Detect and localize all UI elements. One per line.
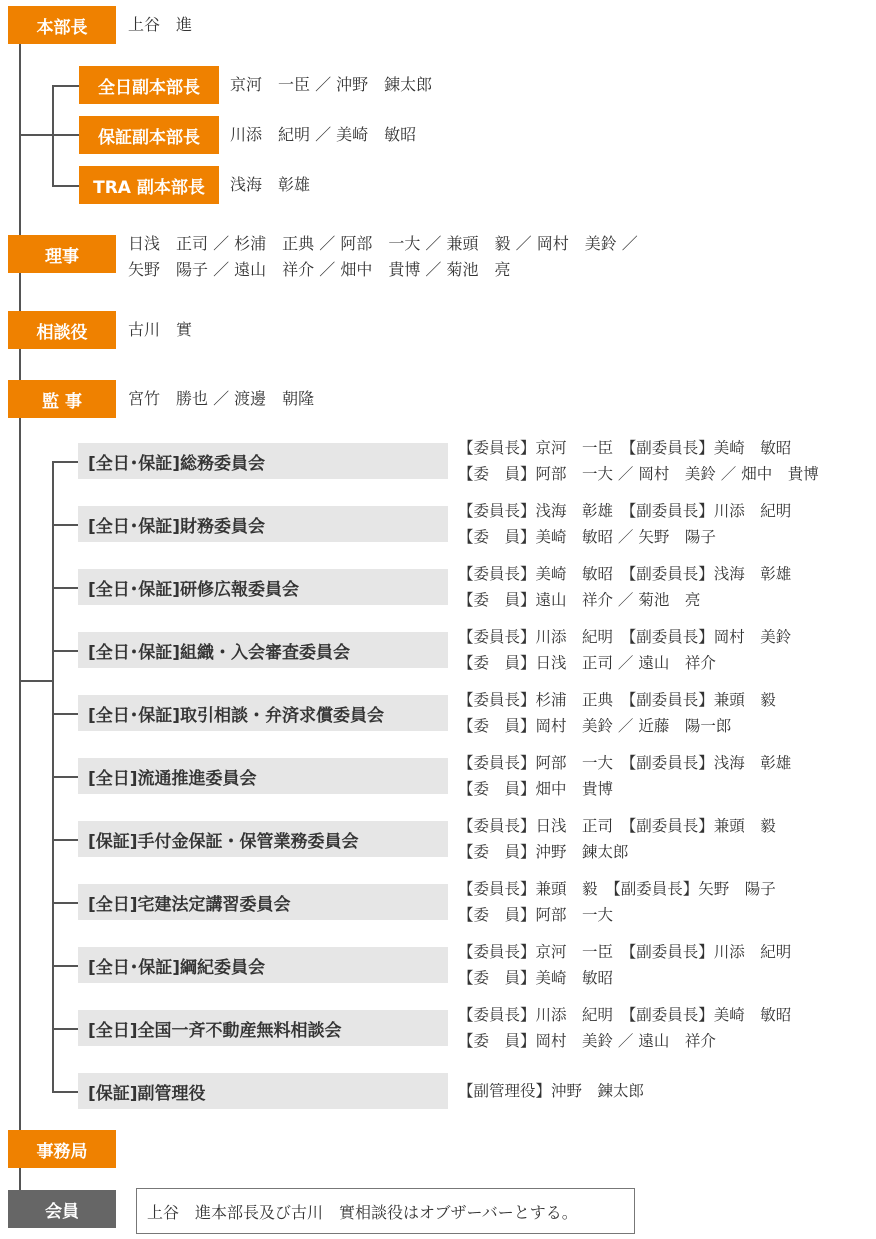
advisor-name: 古川 實 bbox=[128, 320, 193, 339]
committee-name-zaimu: [全日･保証]財務委員会 bbox=[78, 506, 448, 542]
committee-members: 【委 員】日浅 正司 ／ 遠山 祥介 bbox=[458, 654, 716, 672]
committee-members: 【委 員】岡村 美鈴 ／ 遠山 祥介 bbox=[458, 1032, 716, 1050]
vice-label-hosho: 保証副本部長 bbox=[79, 116, 219, 154]
committee-chair: 【委員長】川添 紀明 【副委員長】岡村 美鈴 bbox=[458, 628, 792, 646]
committee-chair: 【委員長】杉浦 正典 【副委員長】兼頭 毅 bbox=[458, 691, 776, 709]
committee-details-tetsuke bbox=[458, 813, 776, 865]
committee-connector-3 bbox=[52, 587, 78, 589]
committee-name-kouki: [全日･保証]綱紀委員会 bbox=[78, 947, 448, 983]
main-trunk-line bbox=[19, 44, 21, 1190]
committee-connector-10 bbox=[52, 1028, 78, 1030]
secretariat-label: 事務局 bbox=[8, 1130, 116, 1168]
committee-members: 【委 員】沖野 錬太郎 bbox=[458, 843, 629, 861]
committee-chair: 【委員長】阿部 一大 【副委員長】浅海 彰雄 bbox=[458, 754, 792, 772]
committee-connector-1 bbox=[52, 461, 78, 463]
auditor-names: 宮竹 勝也 ／ 渡邊 朝隆 bbox=[128, 389, 315, 408]
committee-connector-2 bbox=[52, 524, 78, 526]
committee-members: 【委 員】岡村 美鈴 ／ 近藤 陽一郎 bbox=[458, 717, 732, 735]
committee-chair: 【委員長】京河 一臣 【副委員長】美崎 敏昭 bbox=[458, 439, 792, 457]
committee-details-soumu bbox=[458, 435, 819, 487]
committee-members: 【委 員】畑中 貴博 bbox=[458, 780, 614, 798]
committee-name-ryutsu: [全日]流通推進委員会 bbox=[78, 758, 448, 794]
directors-line-2: 矢野 陽子 ／ 遠山 祥介 ／ 畑中 貴博 ／ 菊池 亮 bbox=[128, 260, 511, 279]
members-label: 会員 bbox=[8, 1190, 116, 1228]
committee-name-takken: [全日]宅建法定講習委員会 bbox=[78, 884, 448, 920]
committee-name-soshiki: [全日･保証]組織・入会審査委員会 bbox=[78, 632, 448, 668]
vice-label-tra: TRA 副本部長 bbox=[79, 166, 219, 204]
advisor-label: 相談役 bbox=[8, 311, 116, 349]
committee-details-fuku-kanriyaku bbox=[458, 1078, 644, 1104]
committee-details-takken bbox=[458, 876, 776, 928]
committee-members: 【委 員】阿部 一大 ／ 岡村 美鈴 ／ 畑中 貴博 bbox=[458, 465, 819, 483]
committee-name-soumu: [全日･保証]総務委員会 bbox=[78, 443, 448, 479]
vice-names-hosho: 川添 紀明 ／ 美崎 敏昭 bbox=[230, 125, 417, 144]
committee-name-kenshu: [全日･保証]研修広報委員会 bbox=[78, 569, 448, 605]
committee-connector-8 bbox=[52, 902, 78, 904]
committee-members: 【委 員】美崎 敏昭 bbox=[458, 969, 614, 987]
committee-members: 【委 員】美崎 敏昭 ／ 矢野 陽子 bbox=[458, 528, 716, 546]
committee-details-soshiki bbox=[458, 624, 791, 676]
vice-connector-3 bbox=[52, 185, 79, 187]
committee-chair: 【委員長】川添 紀明 【副委員長】美崎 敏昭 bbox=[458, 1006, 792, 1024]
observer-note: 上谷 進本部長及び古川 實相談役はオブザーバーとする。 bbox=[136, 1188, 635, 1234]
committee-chair: 【委員長】兼頭 毅 【副委員長】矢野 陽子 bbox=[458, 880, 776, 898]
committee-name-tetsuke: [保証]手付金保証・保管業務委員会 bbox=[78, 821, 448, 857]
committee-name-fuku-kanriyaku: [保証]副管理役 bbox=[78, 1073, 448, 1109]
committee-connector-6 bbox=[52, 776, 78, 778]
committee-connector-7 bbox=[52, 839, 78, 841]
vice-names-zennichi: 京河 一臣 ／ 沖野 錬太郎 bbox=[230, 75, 433, 94]
directors-label: 理事 bbox=[8, 235, 116, 273]
committee-chair: 【副管理役】沖野 錬太郎 bbox=[458, 1082, 645, 1100]
vice-branch-line bbox=[19, 134, 52, 136]
committee-connector-4 bbox=[52, 650, 78, 652]
committee-chair: 【委員長】京河 一臣 【副委員長】川添 紀明 bbox=[458, 943, 792, 961]
committee-members: 【委 員】阿部 一大 bbox=[458, 906, 614, 924]
committee-details-zaimu bbox=[458, 498, 791, 550]
committee-details-kenshu bbox=[458, 561, 791, 613]
committee-details-muryo-soudan bbox=[458, 1002, 791, 1054]
committee-details-ryutsu bbox=[458, 750, 791, 802]
committee-members: 【委 員】遠山 祥介 ／ 菊池 亮 bbox=[458, 591, 701, 609]
vice-connector-1 bbox=[52, 85, 79, 87]
directors-line-1: 日浅 正司 ／ 杉浦 正典 ／ 阿部 一大 ／ 兼頭 毅 ／ 岡村 美鈴 ／ bbox=[128, 234, 638, 253]
committee-name-muryo-soudan: [全日]全国一斉不動産無料相談会 bbox=[78, 1010, 448, 1046]
committee-chair: 【委員長】美崎 敏昭 【副委員長】浅海 彰雄 bbox=[458, 565, 792, 583]
committee-connector-5 bbox=[52, 713, 78, 715]
vice-connector-2 bbox=[52, 134, 79, 136]
committee-name-torihiki: [全日･保証]取引相談・弁済求償委員会 bbox=[78, 695, 448, 731]
committee-chair: 【委員長】浅海 彰雄 【副委員長】川添 紀明 bbox=[458, 502, 792, 520]
committee-details-torihiki bbox=[458, 687, 776, 739]
vice-label-zennichi: 全日副本部長 bbox=[79, 66, 219, 104]
vice-names-tra: 浅海 彰雄 bbox=[230, 175, 311, 194]
committee-details-kouki bbox=[458, 939, 791, 991]
committee-connector-11 bbox=[52, 1091, 78, 1093]
main-director-label: 本部長 bbox=[8, 6, 116, 44]
main-director-name: 上谷 進 bbox=[128, 15, 193, 34]
auditor-label: 監 事 bbox=[8, 380, 116, 418]
committee-connector-9 bbox=[52, 965, 78, 967]
committee-branch-line bbox=[19, 680, 52, 682]
committee-chair: 【委員長】日浅 正司 【副委員長】兼頭 毅 bbox=[458, 817, 776, 835]
